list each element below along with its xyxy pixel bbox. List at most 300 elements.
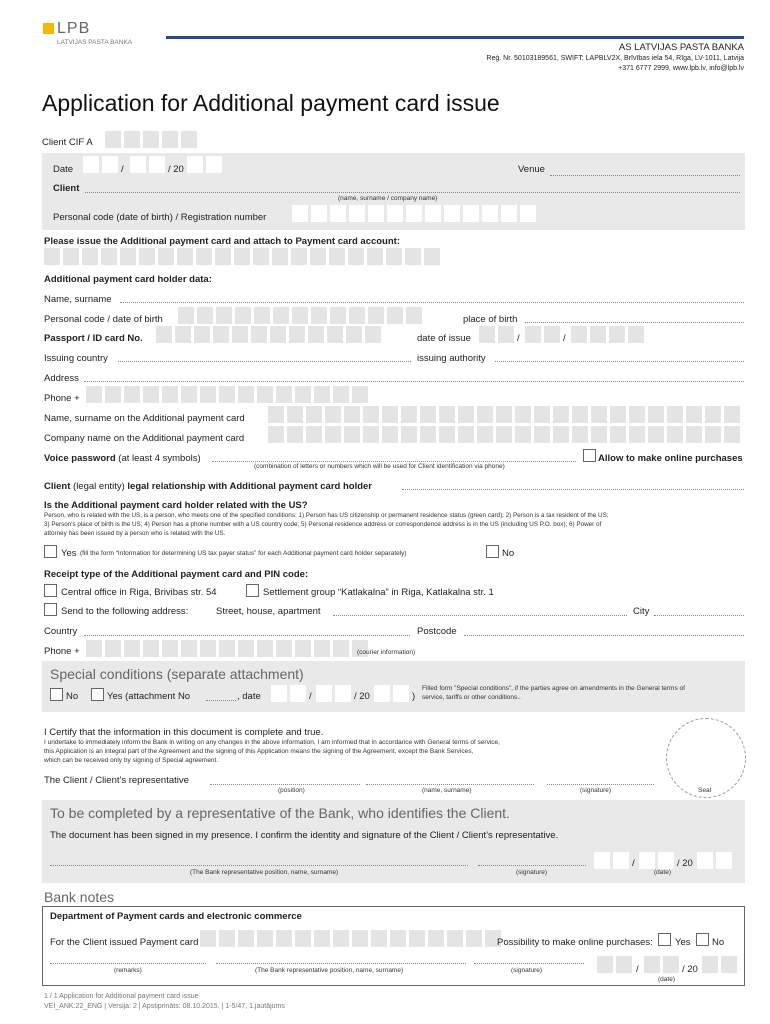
input-cell[interactable] xyxy=(273,307,289,324)
input-cell[interactable] xyxy=(306,406,322,423)
input-cell[interactable] xyxy=(371,930,387,947)
attachment-no-field[interactable] xyxy=(206,700,236,701)
input-cell[interactable] xyxy=(291,248,307,265)
input-cell[interactable] xyxy=(187,156,203,173)
input-cell[interactable] xyxy=(124,131,140,148)
input-cell[interactable] xyxy=(409,930,425,947)
representative-label: The Client / Client's representative xyxy=(44,775,189,786)
input-cell[interactable] xyxy=(335,685,351,702)
input-cell[interactable] xyxy=(591,406,607,423)
input-cell[interactable] xyxy=(276,930,292,947)
input-cell[interactable] xyxy=(352,930,368,947)
send-address-checkbox[interactable] xyxy=(44,603,57,616)
bank-no-checkbox[interactable] xyxy=(696,933,709,946)
input-cell[interactable] xyxy=(101,248,117,265)
settlement-checkbox[interactable] xyxy=(246,584,259,597)
bank-rep-position-field[interactable] xyxy=(50,865,468,866)
input-cell[interactable] xyxy=(44,248,60,265)
input-cell[interactable] xyxy=(270,326,286,343)
input-cell[interactable] xyxy=(181,386,197,403)
input-cell[interactable] xyxy=(316,685,332,702)
remarks-field[interactable] xyxy=(50,963,206,964)
footer-line-1: 1 / 1 Application for Additional payment card issue xyxy=(44,993,199,1000)
input-cell[interactable] xyxy=(143,386,159,403)
input-cell[interactable] xyxy=(590,326,606,343)
special-no-label: No xyxy=(66,691,79,702)
input-cell[interactable] xyxy=(428,930,444,947)
date-slash: / xyxy=(121,164,124,175)
input-cell[interactable] xyxy=(553,406,569,423)
name-surname-field[interactable] xyxy=(366,784,534,785)
bank-notes-year-cells[interactable] xyxy=(702,956,737,973)
input-cell[interactable] xyxy=(629,426,645,443)
input-cell[interactable] xyxy=(181,640,197,657)
account-cells[interactable] xyxy=(44,248,440,265)
input-cell[interactable] xyxy=(352,386,368,403)
input-cell[interactable] xyxy=(219,930,235,947)
country-label: Country xyxy=(44,626,78,637)
dept-label: Department of Payment cards and electronic commerce xyxy=(50,911,302,922)
bank-rep-sig-hint: (signature) xyxy=(516,869,548,876)
venue-field[interactable] xyxy=(550,175,740,176)
input-cell[interactable] xyxy=(368,205,384,222)
input-cell[interactable] xyxy=(268,426,284,443)
input-cell[interactable] xyxy=(295,386,311,403)
input-cell[interactable] xyxy=(667,426,683,443)
input-cell[interactable] xyxy=(648,426,664,443)
certify-line-4: which can be received only by signing of Special agreement. xyxy=(44,757,219,764)
input-cell[interactable] xyxy=(444,205,460,222)
input-cell[interactable] xyxy=(724,426,740,443)
input-cell[interactable] xyxy=(292,307,308,324)
input-cell[interactable] xyxy=(197,307,213,324)
bank-rep-date-hint: (date) xyxy=(654,869,671,876)
legal-rel-label xyxy=(44,481,372,492)
input-cell[interactable] xyxy=(346,326,362,343)
bank-notes-rep-field[interactable] xyxy=(216,963,466,964)
input-cell[interactable] xyxy=(311,307,327,324)
input-cell[interactable] xyxy=(257,930,273,947)
input-cell[interactable] xyxy=(572,406,588,423)
seal-label: Seal xyxy=(698,787,712,794)
input-cell[interactable] xyxy=(525,326,541,343)
input-cell[interactable] xyxy=(420,426,436,443)
input-cell[interactable] xyxy=(238,640,254,657)
input-cell[interactable] xyxy=(310,248,326,265)
input-cell[interactable] xyxy=(515,406,531,423)
input-cell[interactable] xyxy=(393,685,409,702)
voice-password-rest: (at least 4 symbols) xyxy=(115,453,201,464)
special-note-2: service, tariffs or other conditions.. xyxy=(422,694,521,701)
input-cell[interactable] xyxy=(219,640,235,657)
legal-rel-field[interactable] xyxy=(402,489,744,490)
input-cell[interactable] xyxy=(196,248,212,265)
input-cell[interactable] xyxy=(333,386,349,403)
name-on-card-cells[interactable] xyxy=(268,406,740,423)
input-cell[interactable] xyxy=(175,326,191,343)
settlement-label: Settlement group “Katlakalna” in Riga, Katlakalna str. 1 xyxy=(263,587,494,598)
input-cell[interactable] xyxy=(235,307,251,324)
input-cell[interactable] xyxy=(306,426,322,443)
us-yes-label: Yes xyxy=(61,548,77,559)
input-cell[interactable] xyxy=(663,956,679,973)
input-cell[interactable] xyxy=(616,956,632,973)
input-cell[interactable] xyxy=(82,248,98,265)
input-cell[interactable] xyxy=(648,406,664,423)
input-cell[interactable] xyxy=(477,406,493,423)
input-cell[interactable] xyxy=(705,426,721,443)
input-cell[interactable] xyxy=(406,205,422,222)
input-cell[interactable] xyxy=(325,406,341,423)
name-on-card-label: Name, surname on the Additional payment card xyxy=(44,413,245,424)
input-cell[interactable] xyxy=(194,326,210,343)
bank-rep-signature-field[interactable] xyxy=(478,865,586,866)
input-cell[interactable] xyxy=(234,248,250,265)
date-label: Date xyxy=(53,164,74,175)
input-cell[interactable] xyxy=(333,640,349,657)
input-cell[interactable] xyxy=(162,386,178,403)
input-cell[interactable] xyxy=(287,406,303,423)
bank-rep-day-cells[interactable] xyxy=(594,852,629,869)
input-cell[interactable] xyxy=(387,307,403,324)
input-cell[interactable] xyxy=(721,956,737,973)
bank-name: AS LATVIJAS PASTA BANKA xyxy=(618,42,744,53)
input-cell[interactable] xyxy=(120,248,136,265)
input-cell[interactable] xyxy=(105,131,121,148)
input-cell[interactable] xyxy=(705,406,721,423)
issue-day-cells[interactable] xyxy=(479,326,514,343)
special-day-cells[interactable] xyxy=(271,685,306,702)
issue-month-cells[interactable] xyxy=(525,326,560,343)
input-cell[interactable] xyxy=(178,307,194,324)
special-yes-checkbox[interactable] xyxy=(91,688,104,701)
certify-line-1: I Certify that the information in this document is complete and true. xyxy=(44,727,324,738)
input-cell[interactable] xyxy=(515,426,531,443)
client-field[interactable] xyxy=(85,192,740,193)
street-field[interactable] xyxy=(333,615,627,616)
input-cell[interactable] xyxy=(143,640,159,657)
legal-rel-rest: (legal entity) xyxy=(70,481,128,492)
input-cell[interactable] xyxy=(268,406,284,423)
input-cell[interactable] xyxy=(496,426,512,443)
input-cell[interactable] xyxy=(658,852,674,869)
special-year: / 20 xyxy=(354,691,370,702)
us-no-checkbox[interactable] xyxy=(486,545,499,558)
holder-code-cells[interactable] xyxy=(178,307,422,324)
phone-cells[interactable] xyxy=(86,386,368,403)
certify-line-2: I undertake to immediately inform the Bank in writing on any changes in the above information. I am informed that in accordance with General terms of service, xyxy=(44,739,500,746)
input-cell[interactable] xyxy=(272,248,288,265)
postcode-field[interactable] xyxy=(464,635,744,636)
city-label: City xyxy=(633,606,650,617)
bank-rep-month-cells[interactable] xyxy=(639,852,674,869)
bank-no-label: No xyxy=(712,937,725,948)
input-cell[interactable] xyxy=(251,326,267,343)
date-of-issue-label: date of issue xyxy=(417,333,471,344)
input-cell[interactable] xyxy=(276,640,292,657)
input-cell[interactable] xyxy=(724,406,740,423)
company-on-card-cells[interactable] xyxy=(268,426,740,443)
cif-cells[interactable] xyxy=(105,131,197,148)
input-cell[interactable] xyxy=(424,248,440,265)
input-cell[interactable] xyxy=(292,205,308,222)
special-year-cells[interactable] xyxy=(374,685,409,702)
input-cell[interactable] xyxy=(314,386,330,403)
input-cell[interactable] xyxy=(686,406,702,423)
receipt-heading: Receipt type of the Additional payment card and PIN code: xyxy=(44,569,309,580)
footer-line-2: VEI_ANK:22_ENG | Versija: 2 | Apstiprināts: 08.10.2015. | 1-5/47, 1.jautājums xyxy=(44,1003,285,1010)
bank-rep-pos-hint: (The Bank representative position, name, surname) xyxy=(190,869,339,876)
input-cell[interactable] xyxy=(86,640,102,657)
bank-yes-checkbox[interactable] xyxy=(658,933,671,946)
position-hint: (position) xyxy=(278,787,305,794)
input-cell[interactable] xyxy=(479,326,495,343)
input-cell[interactable] xyxy=(594,852,610,869)
input-cell[interactable] xyxy=(386,248,402,265)
input-cell[interactable] xyxy=(156,326,172,343)
send-address-label: Send to the following address: xyxy=(61,606,189,617)
input-cell[interactable] xyxy=(406,307,422,324)
input-cell[interactable] xyxy=(697,852,713,869)
input-cell[interactable] xyxy=(149,156,165,173)
input-cell[interactable] xyxy=(482,205,498,222)
position-field[interactable] xyxy=(210,784,360,785)
signature-field[interactable] xyxy=(547,784,654,785)
input-cell[interactable] xyxy=(330,205,346,222)
input-cell[interactable] xyxy=(466,930,482,947)
legal-rel-bold: legal relationship with Additional payment card holder xyxy=(127,481,372,492)
issuing-country-field[interactable] xyxy=(118,361,411,362)
issuing-authority-field[interactable] xyxy=(495,361,744,362)
bank-notes-date-hint: (date) xyxy=(658,976,675,983)
date-day-cells[interactable] xyxy=(83,156,118,173)
bank-notes-month-cells[interactable] xyxy=(644,956,679,973)
input-cell[interactable] xyxy=(314,640,330,657)
input-cell[interactable] xyxy=(447,930,463,947)
phone-label: Phone + xyxy=(44,393,80,404)
central-office-checkbox[interactable] xyxy=(44,584,57,597)
remarks-hint: (remarks) xyxy=(114,967,142,974)
special-month-cells[interactable] xyxy=(316,685,351,702)
input-cell[interactable] xyxy=(314,930,330,947)
input-cell[interactable] xyxy=(363,426,379,443)
input-cell[interactable] xyxy=(501,205,517,222)
input-cell[interactable] xyxy=(130,156,146,173)
input-cell[interactable] xyxy=(177,248,193,265)
courier-phone-cells[interactable] xyxy=(86,640,368,657)
input-cell[interactable] xyxy=(253,248,269,265)
input-cell[interactable] xyxy=(325,426,341,443)
input-cell[interactable] xyxy=(143,131,159,148)
passport-cells[interactable] xyxy=(156,326,381,343)
input-cell[interactable] xyxy=(458,426,474,443)
input-cell[interactable] xyxy=(257,640,273,657)
input-cell[interactable] xyxy=(367,248,383,265)
input-cell[interactable] xyxy=(572,426,588,443)
input-cell[interactable] xyxy=(124,640,140,657)
input-cell[interactable] xyxy=(553,426,569,443)
input-cell[interactable] xyxy=(349,307,365,324)
input-cell[interactable] xyxy=(477,426,493,443)
input-cell[interactable] xyxy=(365,326,381,343)
us-yes-checkbox[interactable] xyxy=(44,545,57,558)
input-cell[interactable] xyxy=(571,326,587,343)
input-cell[interactable] xyxy=(327,326,343,343)
issuing-authority-label: issuing authority xyxy=(417,353,486,364)
input-cell[interactable] xyxy=(609,326,625,343)
input-cell[interactable] xyxy=(232,326,248,343)
online-purchases-label: Allow to make online purchases xyxy=(598,453,743,464)
input-cell[interactable] xyxy=(287,426,303,443)
input-cell[interactable] xyxy=(702,956,718,973)
input-cell[interactable] xyxy=(206,156,222,173)
input-cell[interactable] xyxy=(463,205,479,222)
input-cell[interactable] xyxy=(329,248,345,265)
input-cell[interactable] xyxy=(295,640,311,657)
input-cell[interactable] xyxy=(200,640,216,657)
date-year-cells[interactable] xyxy=(187,156,222,173)
input-cell[interactable] xyxy=(83,156,99,173)
input-cell[interactable] xyxy=(333,930,349,947)
input-cell[interactable] xyxy=(330,307,346,324)
input-cell[interactable] xyxy=(368,307,384,324)
name-field[interactable] xyxy=(120,302,744,303)
bank-notes-day-cells[interactable] xyxy=(597,956,632,973)
online-purchases-checkbox[interactable] xyxy=(583,449,596,462)
bank-notes-signature-field[interactable] xyxy=(474,963,584,964)
input-cell[interactable] xyxy=(276,386,292,403)
input-cell[interactable] xyxy=(629,406,645,423)
input-cell[interactable] xyxy=(520,205,536,222)
input-cell[interactable] xyxy=(390,930,406,947)
input-cell[interactable] xyxy=(644,956,660,973)
input-cell[interactable] xyxy=(289,326,305,343)
input-cell[interactable] xyxy=(238,386,254,403)
signature-hint: (signature) xyxy=(580,787,612,794)
issuing-country-label: Issuing country xyxy=(44,353,108,364)
personal-code-cells[interactable] xyxy=(292,205,536,222)
input-cell[interactable] xyxy=(496,406,512,423)
bank-rep-heading: To be completed by a representative of the Bank, who identifies the Client. xyxy=(50,805,510,821)
special-no-checkbox[interactable] xyxy=(50,688,63,701)
input-cell[interactable] xyxy=(387,205,403,222)
logo-text: LPB xyxy=(57,20,91,37)
input-cell[interactable] xyxy=(401,426,417,443)
input-cell[interactable] xyxy=(308,326,324,343)
input-cell[interactable] xyxy=(382,406,398,423)
city-field[interactable] xyxy=(654,615,744,616)
input-cell[interactable] xyxy=(257,386,273,403)
certify-line-3: this Application is an integral part of the Agreement and the signing of this Application means the signing of the Agreement, except the Bank Services, xyxy=(44,748,474,755)
input-cell[interactable] xyxy=(613,852,629,869)
input-cell[interactable] xyxy=(105,640,121,657)
voice-password-field[interactable] xyxy=(212,461,576,462)
input-cell[interactable] xyxy=(254,307,270,324)
input-cell[interactable] xyxy=(349,205,365,222)
input-cell[interactable] xyxy=(534,406,550,423)
client-cif-label: Client CIF A xyxy=(42,137,93,148)
bank-rep-year: / 20 xyxy=(677,858,693,869)
input-cell[interactable] xyxy=(628,326,644,343)
issued-card-cells[interactable] xyxy=(200,930,501,947)
input-cell[interactable] xyxy=(458,406,474,423)
input-cell[interactable] xyxy=(295,930,311,947)
input-cell[interactable] xyxy=(271,685,287,702)
input-cell[interactable] xyxy=(686,426,702,443)
input-cell[interactable] xyxy=(181,131,197,148)
us-yes-hint: (fill the form “Information for determining US tax payer status” for each Additional payment card holder separately) xyxy=(80,550,407,557)
input-cell[interactable] xyxy=(200,930,216,947)
voice-password-bold: Voice password xyxy=(44,453,116,464)
country-field[interactable] xyxy=(84,635,410,636)
input-cell[interactable] xyxy=(238,930,254,947)
client-label: Client xyxy=(53,183,80,194)
input-cell[interactable] xyxy=(610,406,626,423)
input-cell[interactable] xyxy=(200,386,216,403)
input-cell[interactable] xyxy=(216,307,232,324)
place-of-birth-field[interactable] xyxy=(525,322,744,323)
input-cell[interactable] xyxy=(102,156,118,173)
bank-contacts: +371 6777 2999, www.lpb.lv, info@lpb.lv xyxy=(618,65,744,72)
input-cell[interactable] xyxy=(86,386,102,403)
us-question: Is the Additional payment card holder related with the US? xyxy=(44,500,308,511)
issue-slash-2: / xyxy=(563,333,566,344)
input-cell[interactable] xyxy=(534,426,550,443)
input-cell[interactable] xyxy=(290,685,306,702)
input-cell[interactable] xyxy=(401,406,417,423)
input-cell[interactable] xyxy=(667,406,683,423)
input-cell[interactable] xyxy=(716,852,732,869)
input-cell[interactable] xyxy=(544,326,560,343)
input-cell[interactable] xyxy=(213,326,229,343)
input-cell[interactable] xyxy=(382,426,398,443)
address-field[interactable] xyxy=(84,381,744,382)
input-cell[interactable] xyxy=(215,248,231,265)
input-cell[interactable] xyxy=(439,426,455,443)
issue-year-cells[interactable] xyxy=(571,326,644,343)
bank-notes-heading: Bank notes xyxy=(44,889,115,905)
personal-code-label: Personal code (date of birth) / Registration number xyxy=(53,212,267,223)
input-cell[interactable] xyxy=(139,248,155,265)
input-cell[interactable] xyxy=(610,426,626,443)
input-cell[interactable] xyxy=(162,131,178,148)
input-cell[interactable] xyxy=(219,386,235,403)
input-cell[interactable] xyxy=(363,406,379,423)
input-cell[interactable] xyxy=(344,406,360,423)
input-cell[interactable] xyxy=(124,386,140,403)
input-cell[interactable] xyxy=(597,956,613,973)
input-cell[interactable] xyxy=(105,386,121,403)
input-cell[interactable] xyxy=(439,406,455,423)
input-cell[interactable] xyxy=(311,205,327,222)
date-month-cells[interactable] xyxy=(130,156,165,173)
holder-heading: Additional payment card holder data: xyxy=(44,274,212,285)
input-cell[interactable] xyxy=(344,426,360,443)
input-cell[interactable] xyxy=(405,248,421,265)
input-cell[interactable] xyxy=(498,326,514,343)
input-cell[interactable] xyxy=(348,248,364,265)
input-cell[interactable] xyxy=(591,426,607,443)
bank-rep-year-cells[interactable] xyxy=(697,852,732,869)
input-cell[interactable] xyxy=(158,248,174,265)
street-label: Street, house, apartment xyxy=(216,606,321,617)
input-cell[interactable] xyxy=(162,640,178,657)
input-cell[interactable] xyxy=(374,685,390,702)
input-cell[interactable] xyxy=(425,205,441,222)
input-cell[interactable] xyxy=(420,406,436,423)
input-cell[interactable] xyxy=(639,852,655,869)
input-cell[interactable] xyxy=(63,248,79,265)
